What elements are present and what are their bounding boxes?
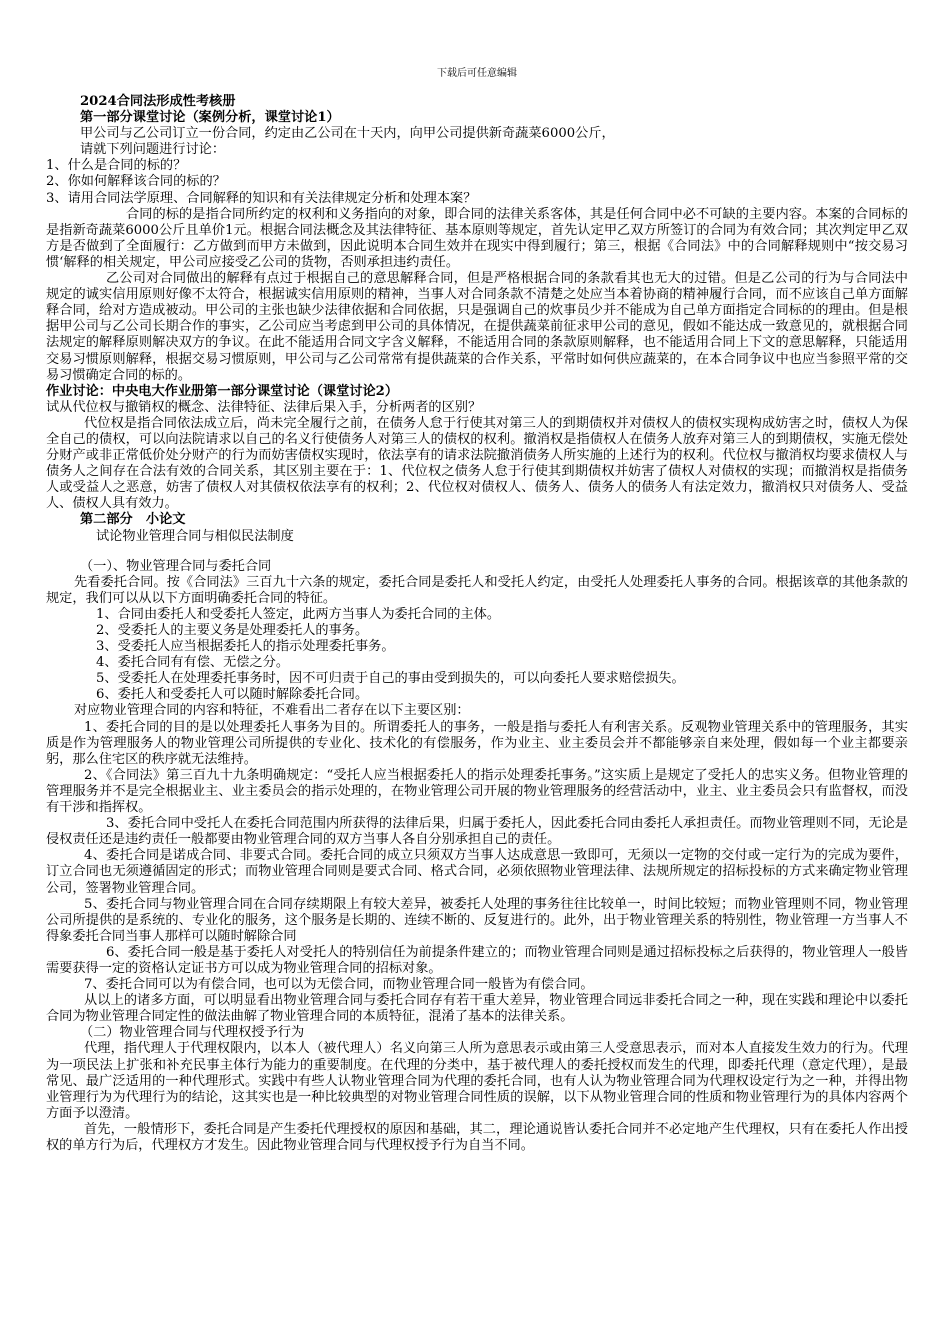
section1-item: 5、受委托人在处理委托事务时，因不可归责于自己的事由受到损失的，可以向委托人要求赔偿损失。 [96, 671, 685, 687]
section1-item: 6、委托人和受委托人可以随时解除委托合同。 [96, 687, 369, 703]
answer-paragraph-2: 乙公司对合同做出的解释有点过于根据自己的意思解释合同，但是严格根据合同的条款看其也无大的过错。但是乙公司的行为与合同法中规定的诚实信用原则好像不太符合，根据诚实信用原则的精神，当事人对合同条款不清楚之处应当本着协商的精神履行合同，而不应该自己单方面解释合同，给对方造成被动。甲公司的主张也缺少法律依据和合同依据，只是强调自己的炊事员少并不能成为自己单方面指定合同标的的理由。但是根据甲公司与乙公司长期合作的事实，乙公司应当考虑到甲公司的具体情况，在提供蔬菜前征求甲公司的意见，假如不能达成一致意见的，就根据合同法规定的解释原则解决双方的争议。在此不能适用合同文字含义解释，不能适用合同的条款原则解释，也不能适用合同上下文的意思解释，只能适用交易习惯原则解释，根据交易习惯原则，甲公司与乙公司常常有提供蔬菜的合作关系，平常时如何供应蔬菜的，在本合同争议中也应当参照平常的交易习惯确定合同的标的。 [46, 271, 908, 383]
section2-paragraph-2: 首先，一般情形下，委托合同是产生委托代理授权的原因和基础，其二，理论通说皆认委托合同并不必定地产生代理权，只有在委托人作出授权的单方行为后，代理权方才发生。因此物业管理合同与代理权授予行为自当不同。 [46, 1121, 908, 1153]
section1-item: 4、委托合同有有偿、无偿之分。 [96, 655, 290, 671]
part1-heading: 第一部分课堂讨论（案例分析，课堂讨论1） [80, 110, 340, 126]
page-header: 下载后可任意编辑 [437, 68, 517, 79]
section1-item: 3、受委托人应当根据委托人的指示处理委托事务。 [96, 639, 395, 655]
question-2: 2、你如何解释该合同的标的？ [46, 174, 226, 190]
section2-heading: （二）物业管理合同与代理权授予行为 [80, 1025, 305, 1041]
difference-6: 6、委托合同一般是基于委托人对受托人的特别信任为前提条件建立的；而物业管理合同则是通过招标投标之后获得的，物业管理人一般皆需要获得一定的资格认定证书方可以成为物业管理合同的招标对象。 [46, 944, 908, 976]
document-title: 2024合同法形成性考核册 [80, 94, 236, 109]
difference-5: 5、委托合同与物业管理合同在合同存续期限上有较大差异，被委托人处理的事务往往比较单一，时间比较短；而物业管理则不同，物业管理公司所提供的是系统的、专业化的服务，这个服务是长期的、连续不断的、反复进行的。此外，出于物业管理关系的特别性，物业管理一方当事人不得象委托合同当事人那样可以随时解除合同 [46, 896, 908, 944]
answer-paragraph-1: 合同的标的是指合同所约定的权利和义务指向的对象，即合同的法律关系客体，其是任何合同中必不可缺的主要内容。本案的合同标的是指新奇蔬菜6000公斤且单价1元。根据合同法概念及其法律特征、基本原则等规定，首先认定甲乙双方所签订的合同为有效合同；其次判定甲乙双方是否做到了全面履行：乙方做到而甲方未做到，因此说明本合同生效并在现实中得到履行；第三，根据《合同法》中的合同解释规则中“按交易习惯‘解释的相关规定，甲公司应接受乙公司的货物，否则承担违约责任。 [46, 206, 908, 270]
question-3: 3、请用合同法学原理、合同解释的知识和有关法律规定分析和处理本案？ [46, 190, 477, 206]
section2-paragraph-1: 代理，指代理人于代理权限内，以本人（被代理人）名义向第三人所为意思表示或由第三人受意思表示，而对本人直接发生效力的行为。代理为一项民法上扩张和补充民事主体行为能力的重要制度。在代理的分类中，基于被代理人的委托授权而发生的代理，即委托代理（意定代理），是最常见、最广泛适用的一种代理形式。实践中有些人认物业管理合同为代理的委托合同，也有人认为物业管理合同为代理权设定行为之一种，并得出物业管理行为为代理行为的结论，这其实也是一种比较典型的对物业管理合同性质的误解，以下从物业管理合同的性质和物业管理行为的具体内容两个方面予以澄清。 [46, 1041, 908, 1121]
section1-intro: 先看委托合同。按《合同法》三百九十六条的规定，委托合同是委托人和受托人约定，由受托人处理委托人事务的合同。根据该章的其他条款的规定，我们可以从以下方面明确委托合同的特征。 [46, 574, 908, 606]
difference-2: 2、《合同法》第三百九十九条明确规定：“受托人应当根据委托人的指示处理委托事务。”这实质上是规定了受托人的忠实义务。但物业管理的管理服务并不是完全根据业主、业主委员会的指示处理的，在物业管理公司开展的物业管理服务的经营活动中，业主、业主委员会只有监督权，而没有干涉和指挥权。 [46, 767, 908, 816]
difference-7: 7、委托合同可以为有偿合同，也可以为无偿合同，而物业管理合同一般皆为有偿合同。 [84, 977, 594, 993]
document-page [46, 0, 908, 1344]
part2-heading: 第二部分 小论文 [80, 512, 186, 528]
homework-question: 试从代位权与撤销权的概念、法律特征、法律后果入手，分析两者的区别？ [46, 399, 482, 415]
section1-item: 1、合同由委托人和受委托人签定，此两方当事人为委托合同的主体。 [96, 606, 501, 622]
case-text: 甲公司与乙公司订立一份合同，约定由乙公司在十天内，向甲公司提供新奇蔬菜6000公斤， [80, 126, 615, 142]
difference-4: 4、委托合同是诺成合同、非要式合同。委托合同的成立只须双方当事人达成意思一致即可，无须以一定物的交付或一定行为的完成为要件，订立合同也无须遵循固定的形式；而物业管理合同则是要式合同、格式合同，必须依照物业管理法律、法规所规定的招标投标的方式来确定物业管理公司，签署物业管理合同。 [46, 848, 908, 896]
homework-heading: 作业讨论：中央电大作业册第一部分课堂讨论（课堂讨论2） [46, 383, 399, 399]
section1-item: 2、受委托人的主要义务是处理委托人的事务。 [96, 623, 369, 638]
essay-title: 试论物业管理合同与相似民法制度 [96, 528, 294, 544]
section1-differences-intro: 对应物业管理合同的内容和特征，不难看出二者存在以下主要区别： [74, 703, 470, 719]
question-1: 1、什么是合同的标的？ [46, 158, 187, 174]
difference-3: 3、委托合同中受托人在委托合同范围内所获得的法律后果，归属于委托人，因此委托合同由委托人承担责任。而物业管理则不同，无论是侵权责任还是违约责任一般都要由物业管理合同的双方当事人各自分别承担自己的责任。 [46, 816, 908, 848]
homework-answer: 代位权是指合同依法成立后，尚未完全履行之前，在债务人怠于行使其对第三人的到期债权并对债权人的债权实现构成妨害之时，债权人为保全自己的债权，可以向法院请求以自己的名义行使债务人对第三人的债权的权利。撤消权是指债权人在债务人放弃对第三人的到期债权，实施无偿处分财产或非正常低价处分财产的行为而妨害债权实现时，依法享有的请求法院撤消债务人所实施的上述行为的权利。代位权与撤消权均要求债权人与债务人之间存在合法有效的合同关系，其区别主要在于：1、代位权之债务人怠于行使其到期债权并妨害了债权人对债权的实现；而撤消权是指债务人或受益人之恶意，妨害了债权人对其债权依法享有的权利；2、代位权对债权人、债务人、债务人的债务人有法定效力，撤消权只对债务人、受益人、债权人具有效力。 [46, 415, 908, 512]
spacer [46, 545, 908, 559]
section1-heading: （一）、物业管理合同与委托合同 [80, 558, 272, 574]
discussion-prompt: 请就下列问题进行讨论： [80, 142, 226, 158]
difference-1: 1、委托合同的目的是以处理委托人事务为目的。所谓委托人的事务，一般是指与委托人有利害关系。反观物业管理关系中的管理服务，其实质是作为管理服务人的物业管理公司所提供的专业化、技术化的有偿服务，作为业主、业主委员会并不都能够亲自来处理，假如每一个业主都要亲躬，那么住宅区的秩序就无法维持。 [46, 719, 908, 767]
section1-conclusion: 从以上的诸多方面，可以明显看出物业管理合同与委托合同存有若干重大差异，物业管理合同远非委托合同之一种，现在实践和理论中以委托合同为物业管理合同定性的做法曲解了物业管理合同的本质特征，混淆了基本的法律关系。 [46, 993, 908, 1025]
